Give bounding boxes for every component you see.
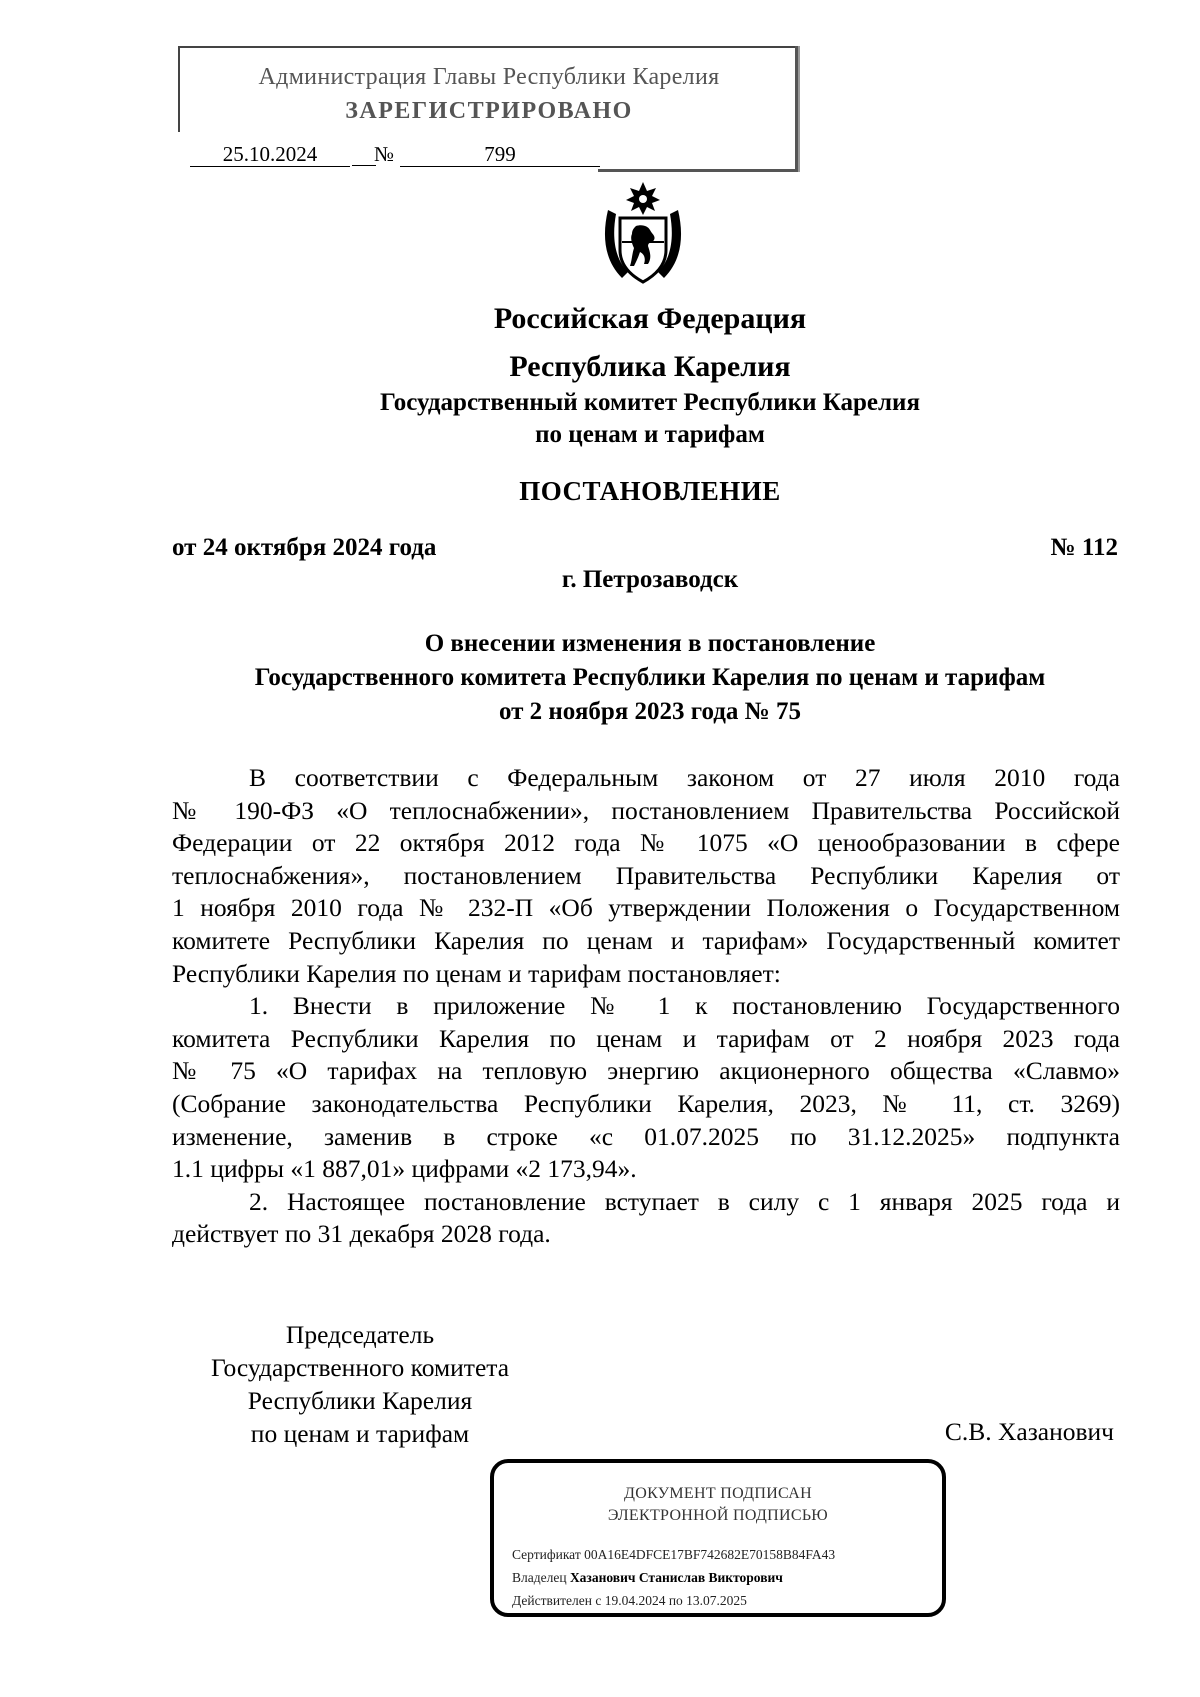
esig-certificate-value: 00A16E4DFCE17BF742682E70158B84FA43 xyxy=(584,1547,836,1562)
esig-valid-to-label: по xyxy=(668,1593,683,1608)
item-1-line: 1. Внести в приложение № 1 к постановлению Государственного xyxy=(249,991,1120,1021)
signatory-title xyxy=(170,1318,550,1450)
body-line: Республики Карелия по ценам и тарифам постановляет: xyxy=(172,958,781,988)
subject-line1: О внесении изменения в постановление xyxy=(424,630,876,657)
item-1-line: комитета Республики Карелия по ценам и тарифам от 2 ноября 2023 года xyxy=(172,1023,1120,1053)
item-2-line: действует по 31 декабря 2028 года. xyxy=(172,1219,551,1249)
subject-line3: от 2 ноября 2023 года № 75 xyxy=(498,698,802,725)
stamp-frame xyxy=(178,46,180,132)
committee-title-line2: по ценам и тарифам xyxy=(535,421,765,448)
republic-title: Республика Карелия xyxy=(509,350,791,383)
item-2-line: 2. Настоящее постановление вступает в силу с 1 января 2025 года и xyxy=(249,1186,1120,1216)
stamp-number: 799 xyxy=(400,142,600,167)
stamp-underline xyxy=(352,165,376,166)
subject-line2: Государственного комитета Республики Карелия по ценам и тарифам xyxy=(254,664,1046,691)
electronic-signature-stamp xyxy=(490,1459,946,1617)
signatory-name: С.В. Хазанович xyxy=(944,1417,1114,1446)
item-1-line: № 75 «О тарифах на тепловую энергию акционерного общества «Славмо» xyxy=(172,1056,1120,1086)
signatory-title-line: Государственного комитета xyxy=(210,1353,510,1382)
stamp-frame xyxy=(795,46,798,172)
esig-owner xyxy=(512,1570,783,1586)
committee-title-line1: Государственный комитет Республики Карелия xyxy=(380,389,920,416)
stamp-number-label: № xyxy=(374,142,395,166)
esig-owner-value: Хазанович Станислав Викторович xyxy=(569,1570,783,1585)
document-number: № 112 xyxy=(1050,534,1118,561)
stamp-frame xyxy=(598,169,798,172)
document-city: г. Петрозаводск xyxy=(561,566,739,593)
esig-valid-to: 13.07.2025 xyxy=(686,1593,747,1608)
esig-valid-from-label: с xyxy=(595,1593,602,1608)
body-line: теплоснабжения», постановлением Правительства Республики Карелия от xyxy=(172,860,1120,890)
esig-certificate xyxy=(512,1547,835,1563)
stamp-date: 25.10.2024 xyxy=(190,142,350,167)
item-1-line: изменение, заменив в строке «с 01.07.2025 по 31.12.2025» подпункта xyxy=(172,1121,1120,1151)
item-1-line: (Собрание законодательства Республики Карелия, 2023, № 11, ст. 3269) xyxy=(172,1088,1120,1118)
body-line: Федерации от 22 октября 2012 года № 1075 «О ценообразовании в сфере xyxy=(172,828,1120,858)
country-title: Российская Федерация xyxy=(493,302,807,335)
document-body xyxy=(172,762,1120,1251)
stamp-registered: ЗАРЕГИСТРИРОВАНО xyxy=(345,98,633,124)
stamp-frame xyxy=(178,46,798,48)
esig-title-line2: ЭЛЕКТРОННОЙ ПОДПИСЬЮ xyxy=(607,1507,829,1524)
item-1-line: 1.1 цифры «1 887,01» цифрами «2 173,94». xyxy=(172,1154,637,1184)
signatory-title-line: Республики Карелия xyxy=(247,1386,473,1415)
signatory-title-line: по ценам и тарифам xyxy=(250,1419,470,1448)
registration-stamp xyxy=(178,46,798,172)
body-line: В соответствии с Федеральным законом от 27 июля 2010 года xyxy=(249,763,1120,792)
esig-validity xyxy=(512,1593,747,1609)
esig-valid-label: Действителен xyxy=(512,1593,592,1608)
esig-valid-from: 19.04.2024 xyxy=(604,1593,666,1608)
signatory-title-line: Председатель xyxy=(285,1320,435,1349)
document-date: от 24 октября 2024 года xyxy=(172,534,437,561)
document-type: ПОСТАНОВЛЕНИЕ xyxy=(519,476,781,506)
coat-of-arms-icon xyxy=(598,180,688,286)
esig-title-line1: ДОКУМЕНТ ПОДПИСАН xyxy=(624,1485,812,1502)
esig-certificate-label: Сертификат xyxy=(512,1547,581,1562)
stamp-authority: Администрация Главы Республики Карелия xyxy=(258,64,720,90)
body-line: № 190-ФЗ «О теплоснабжении», постановлением Правительства Российской xyxy=(172,795,1120,825)
esig-owner-label: Владелец xyxy=(512,1570,567,1585)
body-line: комитете Республики Карелия по ценам и тарифам» Государственный комитет xyxy=(172,925,1120,955)
body-line: 1 ноября 2010 года № 232-П «Об утверждении Положения о Государственном xyxy=(172,893,1120,923)
